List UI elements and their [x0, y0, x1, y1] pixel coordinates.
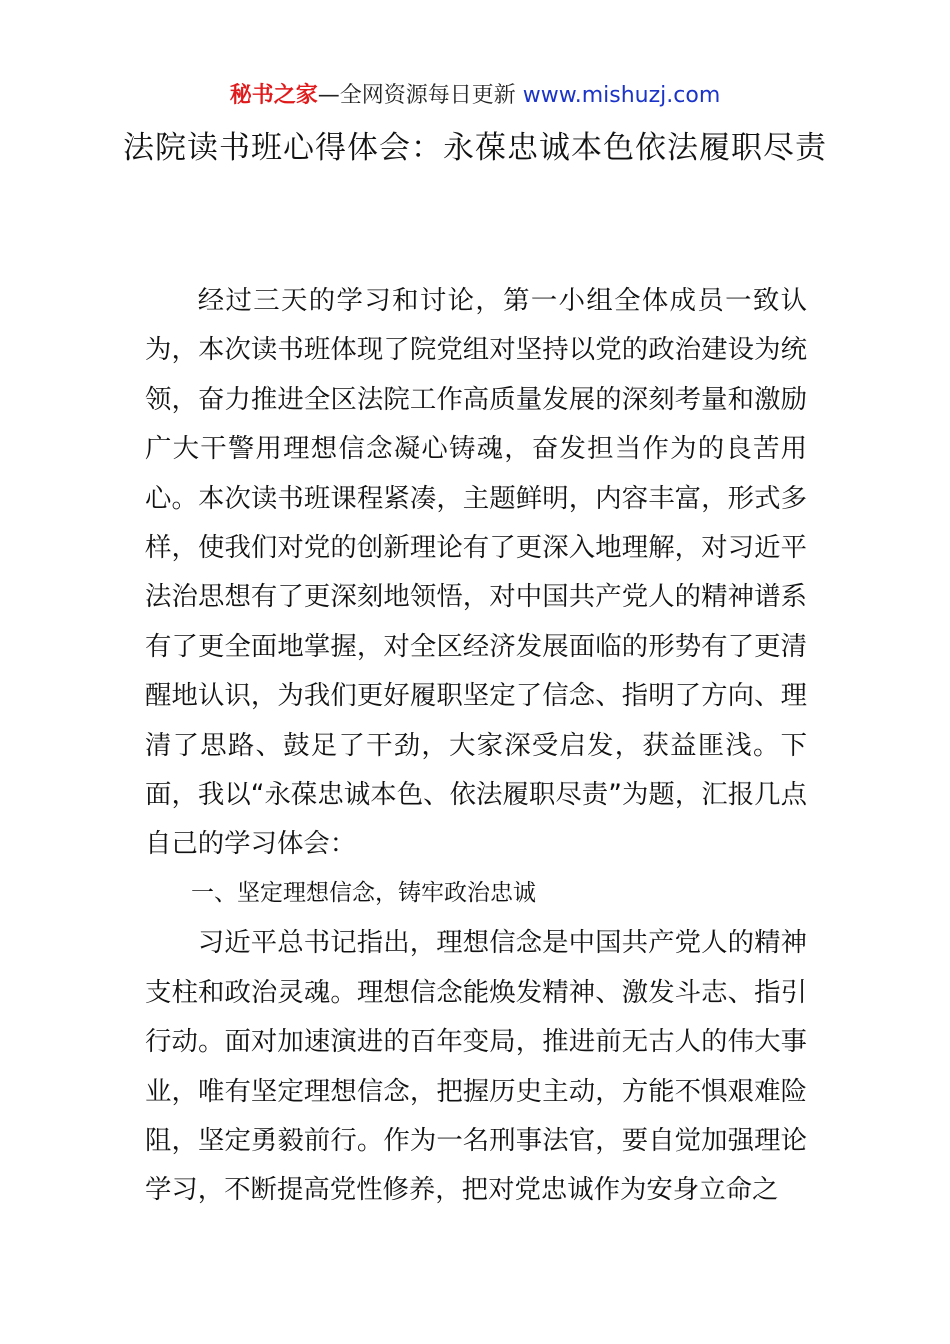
site-header: [0, 80, 950, 112]
document-body: [145, 276, 807, 1215]
brand-name: 秘书之家: [229, 83, 318, 108]
site-url-link[interactable]: www.mishuzj.com: [522, 83, 721, 108]
section-heading-1: 一、坚定理想信念，铸牢政治忠诚: [191, 879, 536, 906]
document-title: 法院读书班心得体会：永葆忠诚本色依法履职尽责: [123, 130, 827, 166]
section-paragraph-1: 习近平总书记指出，理想信念是中国共产党人的精神支柱和政治灵魂。理想信念能焕发精神、激发斗志、指引行动。面对加速演进的百年变局，推进前无古人的伟大事业，唯有坚定理想信念，把握历史主动，方能不惧艰难险阻，坚定勇毅前行。作为一名刑事法官，要自觉加强理论学习，不断提高党性修养，把对党忠诚作为安身立命之: [145, 927, 807, 1206]
intro-paragraph: 经过三天的学习和讨论，第一小组全体成员一致认为，本次读书班体现了院党组对坚持以党的政治建设为统领，奋力推进全区法院工作高质量发展的深刻考量和激励广大干警用理想信念凝心铸魂，奋发担当作为的良苦用心。本次读书班课程紧凑，主题鲜明，内容丰富，形式多样，使我们对党的创新理论有了更深入地理解，对习近平法治思想有了更深刻地领悟，对中国共产党人的精神谱系有了更全面地掌握，对全区经济发展面临的形势有了更清醒地认识，为我们更好履职坚定了信念、指明了方向、理清了思路、鼓足了干劲，大家深受启发，获益匪浅。下面，我以“永葆忠诚本色、依法履职尽责”为题，汇报几点自己的学习体会：: [145, 285, 807, 860]
header-tagline: —全网资源每日更新: [317, 83, 523, 108]
